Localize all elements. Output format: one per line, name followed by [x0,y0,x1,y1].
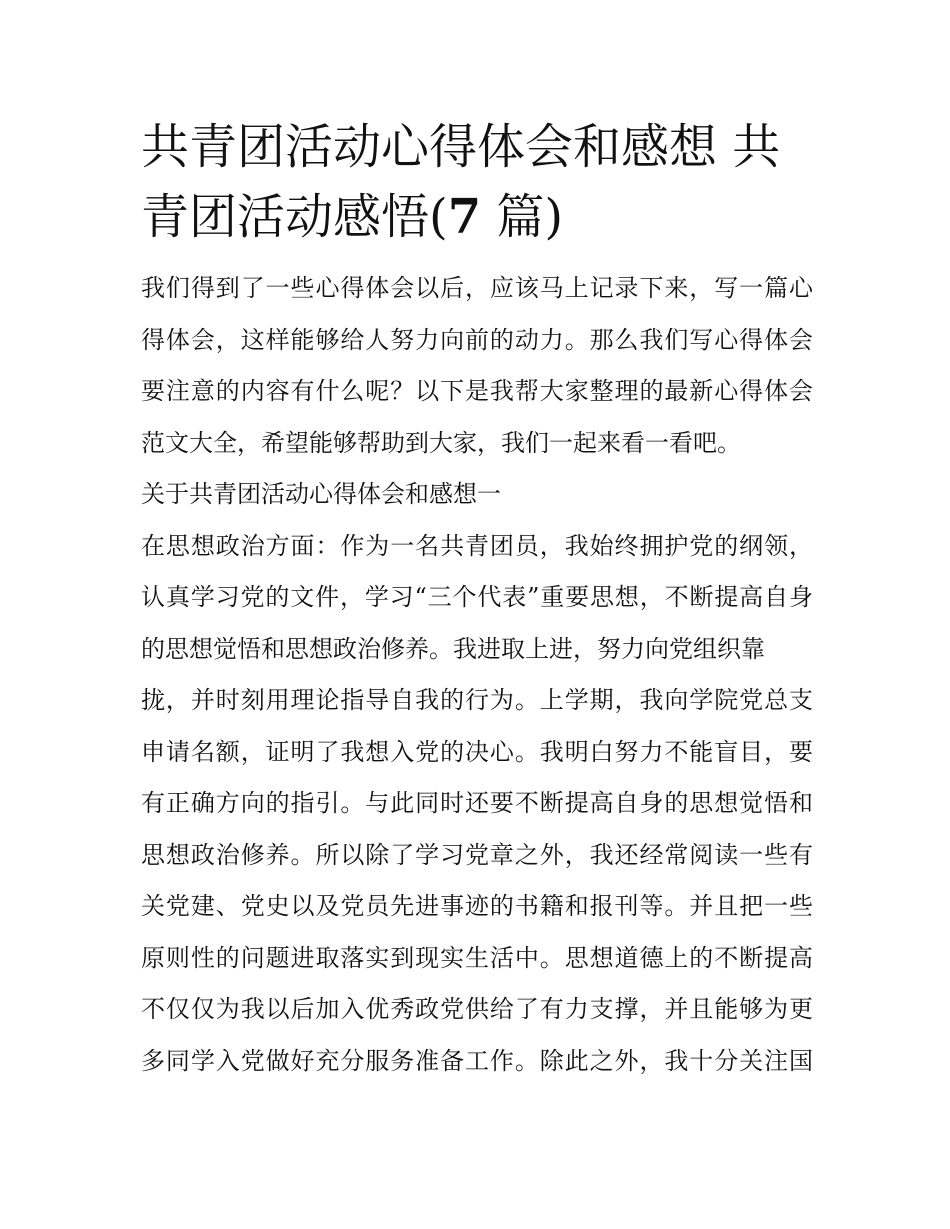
title-line-1: 共青团活动心得体会和感想 共 [141,119,781,175]
intro-line: 要注意的内容有什么呢？以下是我帮大家整理的最新心得体会 [141,377,813,405]
body-line: 在思想政治方面：作为一名共青团员，我始终拥护党的纲领， [141,531,813,560]
body-line: 有正确方向的指引。与此同时还要不断提高自身的思想觉悟和 [141,789,813,817]
body-line: 的思想觉悟和思想政治修养。我进取上进，努力向党组织靠 [141,634,765,663]
body-line: 多同学入党做好充分服务准备工作。除此之外，我十分关注国 [141,1046,813,1075]
intro-line: 范文大全，希望能够帮助到大家，我们一起来看一看吧。 [141,428,741,457]
body-line: 不仅仅为我以后加入优秀政党供给了有力支撑，并且能够为更 [141,995,813,1023]
intro-line: 得体会，这样能够给人努力向前的动力。那么我们写心得体会 [141,325,813,354]
body-line: 关党建、党史以及党员先进事迹的书籍和报刊等。并且把一些 [141,892,813,920]
document-title [141,112,813,252]
body-line: 原则性的问题进取落实到现实生活中。思想道德上的不断提高 [141,943,813,972]
document-page [141,112,813,1087]
title-line-2: 青团活动感悟(7 篇) [141,189,564,245]
body-line: 拢，并时刻用理论指导自我的行为。上学期，我向学院党总支 [141,686,813,714]
body-line: 思想政治修养。所以除了学习党章之外，我还经常阅读一些有 [141,840,813,869]
intro-line: 我们得到了一些心得体会以后，应该马上记录下来，写一篇心 [141,274,813,302]
document-body [141,263,813,1087]
section-heading: 关于共青团活动心得体会和感想一 [141,480,501,508]
body-line: 申请名额，证明了我想入党的决心。我明白努力不能盲目，要 [141,737,813,766]
body-line: 认真学习党的文件，学习“三个代表”重要思想，不断提高自身 [141,583,813,611]
